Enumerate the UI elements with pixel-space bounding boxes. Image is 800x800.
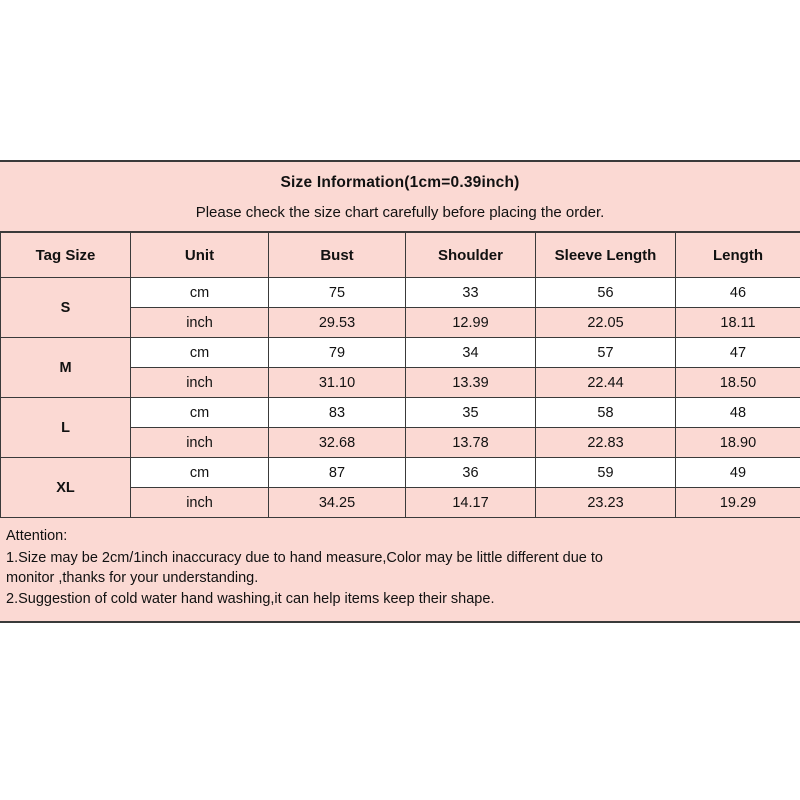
unit-cell: inch [131, 308, 269, 338]
length-cell: 48 [676, 398, 800, 428]
unit-cell: cm [131, 278, 269, 308]
length-cell: 18.11 [676, 308, 800, 338]
col-header-length: Length [676, 233, 800, 278]
col-header-shoulder: Shoulder [406, 233, 536, 278]
bust-cell: 29.53 [269, 308, 406, 338]
shoulder-cell: 34 [406, 338, 536, 368]
attention-heading: Attention: [6, 528, 68, 544]
bust-cell: 79 [269, 338, 406, 368]
bust-cell: 75 [269, 278, 406, 308]
bust-cell: 87 [269, 458, 406, 488]
bust-cell: 83 [269, 398, 406, 428]
sleeve-cell: 23.23 [536, 488, 676, 518]
sleeve-cell: 58 [536, 398, 676, 428]
col-header-sleeve-length: Sleeve Length [536, 233, 676, 278]
shoulder-cell: 13.39 [406, 368, 536, 398]
sleeve-cell: 59 [536, 458, 676, 488]
unit-cell: cm [131, 458, 269, 488]
length-cell: 19.29 [676, 488, 800, 518]
col-header-tag-size: Tag Size [1, 233, 131, 278]
unit-cell: cm [131, 338, 269, 368]
chart-subtitle: Please check the size chart carefully before placing the order. [0, 201, 800, 233]
col-header-bust: Bust [269, 233, 406, 278]
shoulder-cell: 36 [406, 458, 536, 488]
table-header-row [1, 233, 800, 278]
unit-cell: inch [131, 488, 269, 518]
sleeve-cell: 22.83 [536, 428, 676, 458]
shoulder-cell: 35 [406, 398, 536, 428]
length-cell: 49 [676, 458, 800, 488]
unit-cell: inch [131, 428, 269, 458]
attention-line-1: 1.Size may be 2cm/1inch inaccuracy due to hand measure,Color may be little different due to [6, 549, 603, 566]
shoulder-cell: 12.99 [406, 308, 536, 338]
attention-block [0, 518, 800, 621]
tag-size-cell: S [1, 278, 131, 338]
shoulder-cell: 33 [406, 278, 536, 308]
size-table [0, 233, 800, 518]
table-row [1, 458, 800, 488]
length-cell: 46 [676, 278, 800, 308]
table-body [1, 278, 800, 518]
bust-cell: 32.68 [269, 428, 406, 458]
size-chart-panel [0, 160, 800, 623]
table-row [1, 338, 800, 368]
length-cell: 18.50 [676, 368, 800, 398]
sleeve-cell: 22.44 [536, 368, 676, 398]
shoulder-cell: 14.17 [406, 488, 536, 518]
attention-line-3: 2.Suggestion of cold water hand washing,it can help items keep their shape. [6, 590, 495, 607]
tag-size-cell: XL [1, 458, 131, 518]
unit-cell: cm [131, 398, 269, 428]
length-cell: 18.90 [676, 428, 800, 458]
table-row [1, 278, 800, 308]
unit-cell: inch [131, 368, 269, 398]
attention-line-2: monitor ,thanks for your understanding. [6, 570, 259, 587]
sleeve-cell: 56 [536, 278, 676, 308]
col-header-unit: Unit [131, 233, 269, 278]
shoulder-cell: 13.78 [406, 428, 536, 458]
sleeve-cell: 22.05 [536, 308, 676, 338]
table-row [1, 398, 800, 428]
bust-cell: 31.10 [269, 368, 406, 398]
tag-size-cell: M [1, 338, 131, 398]
length-cell: 47 [676, 338, 800, 368]
tag-size-cell: L [1, 398, 131, 458]
chart-title: Size Information(1cm=0.39inch) [280, 174, 520, 191]
bust-cell: 34.25 [269, 488, 406, 518]
table-header [1, 233, 800, 278]
sleeve-cell: 57 [536, 338, 676, 368]
